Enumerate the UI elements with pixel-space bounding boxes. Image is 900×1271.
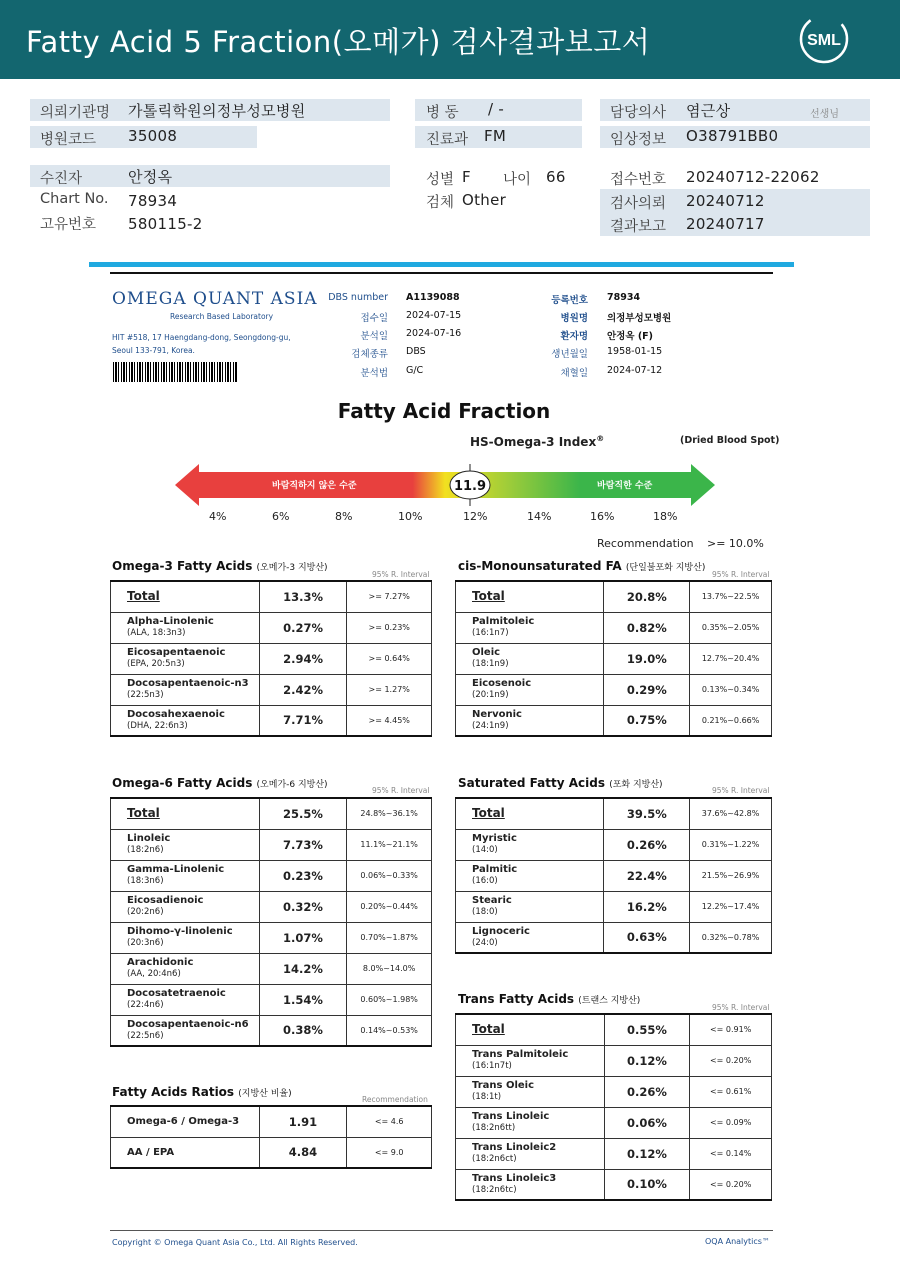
table-row	[111, 581, 432, 612]
row-name	[456, 1076, 605, 1107]
omega6-table	[110, 797, 432, 1047]
row-value: 0.23%	[259, 860, 347, 891]
row-range: <= 0.61%	[690, 1076, 772, 1107]
row-sub: (18:0)	[472, 907, 498, 918]
recv-label: 접수일	[360, 313, 388, 324]
table-row	[456, 1138, 772, 1169]
row-value: 20.8%	[604, 581, 690, 612]
omega3-index-scale	[175, 464, 715, 506]
ward-value: / -	[488, 100, 505, 118]
row-value: 0.06%	[604, 1107, 690, 1138]
row-name-text: Total	[127, 588, 160, 603]
copyright: Copyright © Omega Quant Asia Co., Ltd. All Rights Reserved.	[112, 1238, 358, 1247]
row-value: 39.5%	[604, 798, 690, 829]
row-name-text: AA / EPA	[127, 1146, 175, 1158]
table-row	[111, 860, 432, 891]
row-value: 0.12%	[604, 1045, 690, 1076]
table-row	[456, 829, 772, 860]
table-row	[111, 705, 432, 736]
row-name	[456, 1014, 605, 1045]
saturated-title-text: Saturated Fatty Acids	[458, 776, 605, 790]
row-value: 0.63%	[604, 922, 690, 953]
row-value: 19.0%	[604, 643, 690, 674]
ratios-title	[112, 1085, 292, 1099]
rec-label: Recommendation	[597, 537, 694, 550]
row-name	[111, 643, 260, 674]
row-name-text: Docosapentaenoic-n3	[127, 677, 249, 689]
row-value: 0.55%	[604, 1014, 690, 1045]
req-org-label: 의뢰기관명	[40, 105, 111, 121]
dept-value: FM	[484, 127, 507, 145]
age-label: 나이	[503, 172, 532, 188]
row-range: 0.31%~1.22%	[690, 829, 772, 860]
omega3-title-text: Omega-3 Fatty Acids	[112, 559, 253, 573]
row-sub: (22:4n6)	[127, 1000, 164, 1011]
rec-value: >= 10.0%	[707, 537, 764, 550]
divider-bar	[89, 262, 794, 267]
row-name-text: Eicosenoic	[472, 677, 532, 689]
row-value: 13.3%	[259, 581, 347, 612]
row-name	[111, 829, 260, 860]
mono-title	[458, 559, 705, 573]
row-name	[111, 1106, 260, 1137]
row-value: 0.26%	[604, 1076, 690, 1107]
row-name	[111, 953, 260, 984]
row-range: 0.35%~2.05%	[690, 612, 772, 643]
index-value: 11.9	[453, 479, 487, 494]
row-name-text: Eicosadienoic	[127, 894, 204, 906]
oqa-address-1: HIT #518, 17 Haengdang-dong, Seongdong-gu,	[112, 333, 291, 342]
clinical-value: O38791BB0	[686, 127, 779, 145]
row-range: <= 4.6	[347, 1106, 432, 1137]
mono-title-ko: (단일불포화 지방산)	[625, 563, 706, 573]
row-range: 0.13%~0.34%	[690, 674, 772, 705]
table-row	[111, 612, 432, 643]
table-row	[456, 1045, 772, 1076]
row-name-text: Alpha-Linolenic	[127, 615, 214, 627]
index-title-sup: ®	[596, 434, 605, 443]
anal-label: 분석일	[360, 331, 388, 342]
draw-value: 2024-07-12	[607, 365, 663, 376]
fraction-title: Fatty Acid Fraction	[337, 399, 551, 423]
row-range: 12.7%~20.4%	[690, 643, 772, 674]
chart-label: Chart No.	[40, 191, 109, 207]
table-row	[111, 1106, 432, 1137]
table-row	[111, 674, 432, 705]
row-range: 12.2%~17.4%	[690, 891, 772, 922]
hosp-label: 병원명	[560, 313, 588, 324]
row-name-text: Linoleic	[127, 832, 171, 844]
ratios-title-ko: (지방산 비율)	[238, 1089, 292, 1099]
row-sub: (EPA, 20:5n3)	[127, 659, 185, 670]
ri-label: 95% R. Interval	[712, 1003, 770, 1012]
table-row	[456, 922, 772, 953]
ratios-table	[110, 1105, 432, 1169]
table-row	[111, 953, 432, 984]
row-name-text: Docosatetraenoic	[127, 987, 226, 999]
table-row	[456, 1014, 772, 1045]
oqa-subtitle: Research Based Laboratory	[170, 312, 274, 321]
row-value: 25.5%	[259, 798, 347, 829]
row-name-text: Omega-6 / Omega-3	[127, 1116, 240, 1127]
saturated-title-ko: (포화 지방산)	[609, 780, 663, 790]
birth-label: 생년월일	[551, 349, 588, 360]
type-label: 검체종류	[351, 349, 388, 360]
row-value: 16.2%	[604, 891, 690, 922]
row-name-text: Myristic	[472, 832, 517, 844]
row-sub: (18:3n6)	[127, 876, 164, 887]
row-range: 0.06%~0.33%	[347, 860, 432, 891]
sex-value: F	[462, 168, 471, 186]
row-name	[456, 612, 604, 643]
row-range: >= 0.64%	[347, 643, 432, 674]
row-value: 0.10%	[604, 1169, 690, 1200]
table-row	[111, 829, 432, 860]
row-sub: (20:2n6)	[127, 907, 164, 918]
row-value: 7.73%	[259, 829, 347, 860]
row-value: 1.07%	[259, 922, 347, 953]
row-name	[456, 829, 604, 860]
row-name-text: Arachidonic	[127, 956, 194, 968]
mono-title-text: cis-Monounsaturated FA	[458, 559, 622, 573]
table-row	[111, 643, 432, 674]
row-sub: (16:0)	[472, 876, 498, 887]
row-range: >= 4.45%	[347, 705, 432, 736]
row-sub: (18:1n9)	[472, 659, 509, 670]
ward-label: 병 동	[426, 105, 459, 121]
tick-12: 12%	[463, 510, 488, 523]
reg-label: 등록번호	[551, 295, 588, 306]
row-name-text: Gamma-Linolenic	[127, 863, 225, 875]
row-range: >= 0.23%	[347, 612, 432, 643]
row-name-text: Trans Oleic	[472, 1079, 535, 1091]
row-name-text: Lignoceric	[472, 925, 530, 937]
trans-title-text: Trans Fatty Acids	[458, 992, 575, 1006]
report-title: Fatty Acid 5 Fraction(오메가) 검사결과보고서	[26, 25, 651, 59]
row-name-text: Docosahexaenoic	[127, 708, 225, 720]
table-row	[456, 674, 772, 705]
row-range: <= 0.91%	[690, 1014, 772, 1045]
specimen-label: 검체	[426, 195, 455, 211]
row-name-text: Stearic	[472, 894, 512, 906]
draw-label: 채혈일	[560, 368, 588, 379]
row-name	[111, 674, 260, 705]
ri-label: 95% R. Interval	[372, 786, 430, 795]
age-value: 66	[546, 168, 566, 186]
table-row	[456, 643, 772, 674]
uid-value: 580115-2	[128, 215, 203, 233]
ri-label: 95% R. Interval	[712, 570, 770, 579]
table-row	[456, 581, 772, 612]
index-title-text: HS-Omega-3 Index	[470, 435, 597, 449]
receipt-value: 20240712-22062	[686, 168, 820, 186]
row-name	[456, 922, 604, 953]
table-row	[456, 612, 772, 643]
row-value: 0.26%	[604, 829, 690, 860]
ri-label: 95% R. Interval	[712, 786, 770, 795]
row-value: 14.2%	[259, 953, 347, 984]
report-date-value: 20240717	[686, 215, 765, 233]
recv-value: 2024-07-15	[406, 310, 462, 321]
table-row	[456, 891, 772, 922]
examinee-label: 수진자	[40, 171, 83, 187]
tick-16: 16%	[590, 510, 615, 523]
row-name	[456, 860, 604, 891]
receipt-label: 접수번호	[610, 172, 667, 188]
table-row	[456, 860, 772, 891]
barcode	[113, 362, 237, 382]
row-value: 0.32%	[259, 891, 347, 922]
row-name-text: Palmitoleic	[472, 615, 535, 627]
ri-label: 95% R. Interval	[372, 570, 430, 579]
row-name	[111, 1137, 260, 1168]
row-name-text: Total	[472, 1021, 505, 1036]
row-range: >= 1.27%	[347, 674, 432, 705]
row-range: 24.8%~36.1%	[347, 798, 432, 829]
row-name-text: Total	[472, 805, 505, 820]
row-value: 2.42%	[259, 674, 347, 705]
saturated-table	[455, 797, 772, 954]
tick-14: 14%	[527, 510, 552, 523]
row-value: 2.94%	[259, 643, 347, 674]
row-name-text: Trans Palmitoleic	[472, 1048, 569, 1060]
row-name	[456, 798, 604, 829]
row-value: 1.91	[259, 1106, 347, 1137]
row-range: 13.7%~22.5%	[690, 581, 772, 612]
tick-8: 8%	[335, 510, 353, 523]
row-range: 21.5%~26.9%	[690, 860, 772, 891]
omega3-table	[110, 580, 432, 737]
dbs-note: (Dried Blood Spot)	[680, 435, 780, 446]
tick-4: 4%	[209, 510, 227, 523]
omega6-title-text: Omega-6 Fatty Acids	[112, 776, 253, 790]
row-value: 0.82%	[604, 612, 690, 643]
anal-value: 2024-07-16	[406, 328, 462, 339]
table-row	[456, 1107, 772, 1138]
row-name	[456, 581, 604, 612]
good-label: 바람직한 수준	[597, 481, 653, 491]
birth-value: 1958-01-15	[607, 346, 663, 357]
row-name	[456, 1138, 605, 1169]
table-row	[111, 891, 432, 922]
hosp-code-label: 병원코드	[40, 132, 97, 148]
row-value: 0.29%	[604, 674, 690, 705]
table-row	[456, 1169, 772, 1200]
dbs-label: DBS number	[328, 292, 388, 303]
row-name	[111, 581, 260, 612]
row-name	[456, 891, 604, 922]
method-value: G/C	[406, 365, 424, 376]
row-sub: (18:1t)	[472, 1092, 502, 1103]
row-name	[111, 984, 260, 1015]
omega6-title-ko: (오메가-6 지방산)	[256, 780, 328, 790]
table-row	[111, 1015, 432, 1046]
logo-text: SML	[807, 32, 841, 49]
row-name	[456, 1045, 605, 1076]
dbs-value: A1139088	[406, 292, 460, 303]
row-sub: (16:1n7t)	[472, 1061, 512, 1072]
row-name-text: Total	[127, 805, 160, 820]
row-name	[111, 705, 260, 736]
dept-label: 진료과	[426, 132, 469, 148]
row-value: 7.71%	[259, 705, 347, 736]
mono-table	[455, 580, 772, 737]
row-name	[111, 798, 260, 829]
row-sub: (18:2n6ct)	[472, 1154, 517, 1165]
ratios-title-text: Fatty Acids Ratios	[112, 1085, 235, 1099]
row-name-text: Total	[472, 588, 505, 603]
oqa-analytics-brand: OQA Analytics™	[705, 1237, 770, 1246]
row-name	[456, 705, 604, 736]
row-value: 0.12%	[604, 1138, 690, 1169]
doctor-label: 담당의사	[610, 105, 667, 121]
row-name	[111, 922, 260, 953]
oqa-logo: OMEGA QUANT ASIA	[112, 289, 318, 309]
row-name-text: Nervonic	[472, 708, 522, 720]
row-name	[111, 1015, 260, 1046]
row-value: 22.4%	[604, 860, 690, 891]
row-sub: (22:5n3)	[127, 690, 164, 701]
row-range: >= 7.27%	[347, 581, 432, 612]
row-sub: (ALA, 18:3n3)	[127, 628, 186, 639]
row-range: <= 9.0	[347, 1137, 432, 1168]
trans-table	[455, 1013, 772, 1201]
row-range: 11.1%~21.1%	[347, 829, 432, 860]
row-value: 0.27%	[259, 612, 347, 643]
omega3-title-ko: (오메가-3 지방산)	[256, 563, 328, 573]
row-range: 8.0%~14.0%	[347, 953, 432, 984]
table-row	[111, 1137, 432, 1168]
divider-line	[110, 272, 773, 274]
trans-title	[458, 992, 640, 1006]
footer-line	[110, 1230, 773, 1231]
row-range: 0.21%~0.66%	[690, 705, 772, 736]
row-range: 0.60%~1.98%	[347, 984, 432, 1015]
row-range: <= 0.20%	[690, 1045, 772, 1076]
row-value: 4.84	[259, 1137, 347, 1168]
row-name-text: Trans Linoleic	[472, 1110, 550, 1122]
row-sub: (14:0)	[472, 845, 498, 856]
row-name	[456, 1107, 605, 1138]
tick-6: 6%	[272, 510, 290, 523]
row-range: <= 0.09%	[690, 1107, 772, 1138]
row-name-text: Trans Linoleic3	[472, 1172, 557, 1184]
row-sub: (18:2n6tc)	[472, 1185, 517, 1196]
method-label: 분석법	[360, 368, 388, 379]
specimen-value: Other	[462, 191, 507, 209]
sml-logo-icon	[797, 12, 851, 66]
row-bg	[30, 165, 390, 187]
report-date-label: 결과보고	[610, 219, 667, 235]
rec-small-label: Recommendation	[362, 1095, 428, 1104]
omega6-title	[112, 776, 328, 790]
row-range: 0.32%~0.78%	[690, 922, 772, 953]
req-date-label: 검사의뢰	[610, 196, 667, 212]
row-name-text: Trans Linoleic2	[472, 1141, 557, 1153]
sex-label: 성별	[426, 172, 455, 188]
row-name-text: Docosapentaenoic-n6	[127, 1018, 249, 1030]
row-range: <= 0.14%	[690, 1138, 772, 1169]
doctor-suffix: 선생님	[810, 109, 839, 120]
index-title	[470, 434, 604, 449]
row-name-text: Palmitic	[472, 863, 518, 875]
row-value: 0.75%	[604, 705, 690, 736]
req-date-value: 20240712	[686, 192, 765, 210]
row-name	[111, 860, 260, 891]
row-value: 1.54%	[259, 984, 347, 1015]
table-row	[456, 1076, 772, 1107]
saturated-title	[458, 776, 663, 790]
bad-label: 바람직하지 않은 수준	[272, 481, 357, 491]
tick-10: 10%	[398, 510, 423, 523]
omega3-title	[112, 559, 328, 573]
report-header	[0, 0, 900, 79]
req-org-value: 가톨릭학원의정부성모병원	[128, 102, 306, 120]
row-sub: (18:2n6)	[127, 845, 164, 856]
row-name	[456, 1169, 605, 1200]
row-name	[111, 612, 260, 643]
row-sub: (DHA, 22:6n3)	[127, 721, 188, 732]
row-range: 0.70%~1.87%	[347, 922, 432, 953]
row-sub: (20:3n6)	[127, 938, 164, 949]
row-name	[456, 643, 604, 674]
row-sub: (24:0)	[472, 938, 498, 949]
row-sub: (18:2n6tt)	[472, 1123, 516, 1134]
reg-value: 78934	[607, 292, 641, 303]
row-sub: (20:1n9)	[472, 690, 509, 701]
oqa-address-2: Seoul 133-791, Korea.	[112, 346, 195, 355]
doctor-value: 염근상	[686, 102, 731, 120]
row-range: 0.20%~0.44%	[347, 891, 432, 922]
row-range: <= 0.20%	[690, 1169, 772, 1200]
trans-title-ko: (트랜스 지방산)	[578, 996, 641, 1006]
type-value: DBS	[406, 346, 426, 357]
row-name	[111, 891, 260, 922]
hosp-value: 의정부성모병원	[607, 313, 672, 324]
row-sub: (22:5n6)	[127, 1031, 164, 1042]
row-name-text: Dihomo-γ-linolenic	[127, 925, 233, 937]
clinical-label: 임상정보	[610, 132, 667, 148]
row-sub: (AA, 20:4n6)	[127, 969, 181, 980]
row-name-text: Oleic	[472, 646, 501, 658]
row-value: 0.38%	[259, 1015, 347, 1046]
tick-18: 18%	[653, 510, 678, 523]
row-range: 37.6%~42.8%	[690, 798, 772, 829]
pt-value: 안정옥 (F)	[607, 331, 654, 342]
row-sub: (24:1n9)	[472, 721, 509, 732]
table-row	[456, 705, 772, 736]
examinee-value: 안정옥	[128, 168, 173, 186]
table-row	[111, 922, 432, 953]
table-row	[111, 798, 432, 829]
row-sub: (16:1n7)	[472, 628, 509, 639]
row-range: 0.14%~0.53%	[347, 1015, 432, 1046]
chart-value: 78934	[128, 192, 178, 210]
row-name	[456, 674, 604, 705]
uid-label: 고유번호	[40, 217, 97, 233]
row-name-text: Eicosapentaenoic	[127, 646, 226, 658]
pt-label: 환자명	[560, 331, 588, 342]
hosp-code-value: 35008	[128, 127, 178, 145]
table-row	[456, 798, 772, 829]
table-row	[111, 984, 432, 1015]
